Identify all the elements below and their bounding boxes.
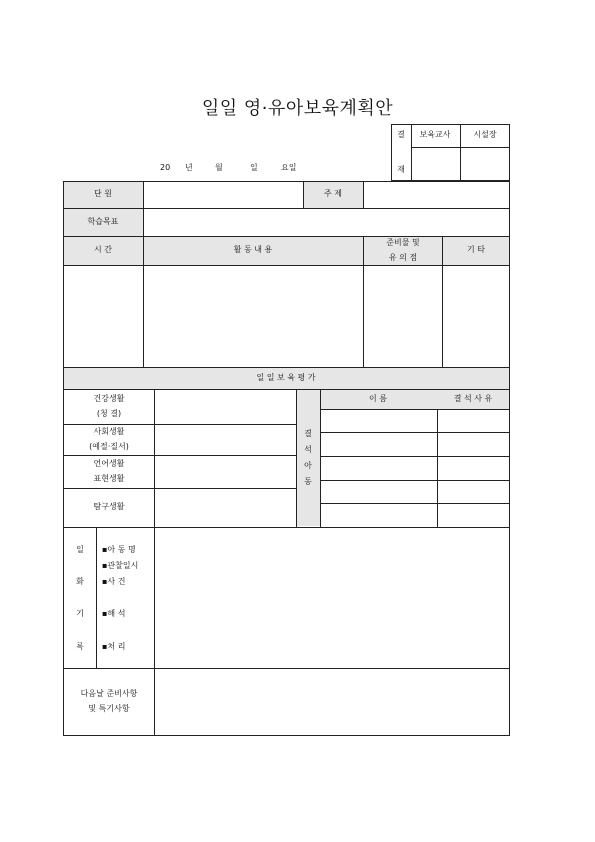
prep-header-line1: 준비물 및 (386, 238, 420, 247)
goal-field[interactable] (144, 209, 509, 235)
language-label-line1: 언어생활 (93, 459, 125, 468)
approval-director-label: 시설장 (473, 130, 497, 139)
absent-name-header: 이 름 (369, 394, 387, 403)
prep-header-line2: 유 의 점 (388, 253, 418, 262)
time-header: 시 간 (94, 245, 112, 254)
social-label-line2: (예절·질서) (89, 442, 129, 451)
absent-char-1: 결 (304, 429, 312, 438)
theme-field[interactable] (364, 182, 509, 207)
log-side-char-4: 록 (76, 642, 84, 651)
evaluation-title: 일 일 보 육 평 가 (256, 373, 316, 382)
health-eval-field[interactable] (155, 390, 295, 424)
social-eval-field[interactable] (155, 425, 295, 455)
inquiry-eval-field[interactable] (155, 489, 295, 526)
date-weekday: 요일 (281, 163, 297, 172)
date-month: 월 (215, 163, 223, 172)
page-title: 일일 영·유아보육계획안 (201, 98, 394, 119)
health-label-line1: 건강생활 (93, 394, 125, 403)
date-day: 일 (250, 163, 258, 172)
log-side-char-2: 화 (76, 577, 84, 586)
language-eval-field[interactable] (155, 456, 295, 488)
log-side-char-3: 기 (76, 609, 84, 618)
log-item-incident: ▪사 건 (102, 577, 126, 586)
prep-field[interactable] (364, 266, 441, 366)
date-year: 년 (185, 163, 193, 172)
log-item-interpretation: ▪해 석 (102, 609, 126, 618)
absent-char-4: 동 (304, 477, 312, 486)
activity-header: 활 동 내 용 (233, 245, 273, 254)
activity-field[interactable] (144, 266, 362, 366)
director-signature-field[interactable] (461, 148, 509, 180)
unit-field[interactable] (144, 182, 302, 207)
next-day-field[interactable] (155, 669, 509, 735)
absent-name-field[interactable] (321, 410, 436, 526)
log-content-field[interactable] (155, 528, 509, 667)
absent-reason-header: 결 석 사 유 (453, 394, 493, 403)
approval-label-bottom: 재 (397, 165, 405, 174)
other-field[interactable] (443, 266, 509, 366)
time-field[interactable] (64, 266, 142, 366)
unit-label: 단 원 (94, 189, 112, 198)
log-item-child-name: ▪아 동 명 (102, 545, 136, 554)
language-label-line2: 표현생활 (93, 474, 125, 483)
health-label-line2: (청 결) (96, 409, 122, 418)
theme-label: 주 제 (324, 189, 342, 198)
approval-teacher-label: 보육교사 (419, 130, 451, 139)
absent-reason-field[interactable] (438, 410, 509, 526)
date-year-prefix: 20 (160, 163, 171, 172)
log-item-action: ▪처 리 (102, 642, 126, 651)
next-day-label-line1: 다음날 준비사항 (80, 689, 138, 698)
absent-char-2: 석 (304, 445, 312, 454)
absent-char-3: 아 (304, 461, 312, 470)
log-side-char-1: 일 (76, 545, 84, 554)
inquiry-label: 탐구생활 (93, 502, 125, 511)
goal-label: 학습목표 (87, 217, 119, 226)
next-day-label-line2: 및 특기사항 (88, 704, 130, 713)
approval-label-top: 결 (397, 130, 405, 139)
other-header: 기 타 (467, 245, 485, 254)
teacher-signature-field[interactable] (412, 148, 459, 180)
social-label-line1: 사회생활 (93, 427, 125, 436)
log-item-observe-time: ▪관찰일시 (102, 561, 139, 570)
